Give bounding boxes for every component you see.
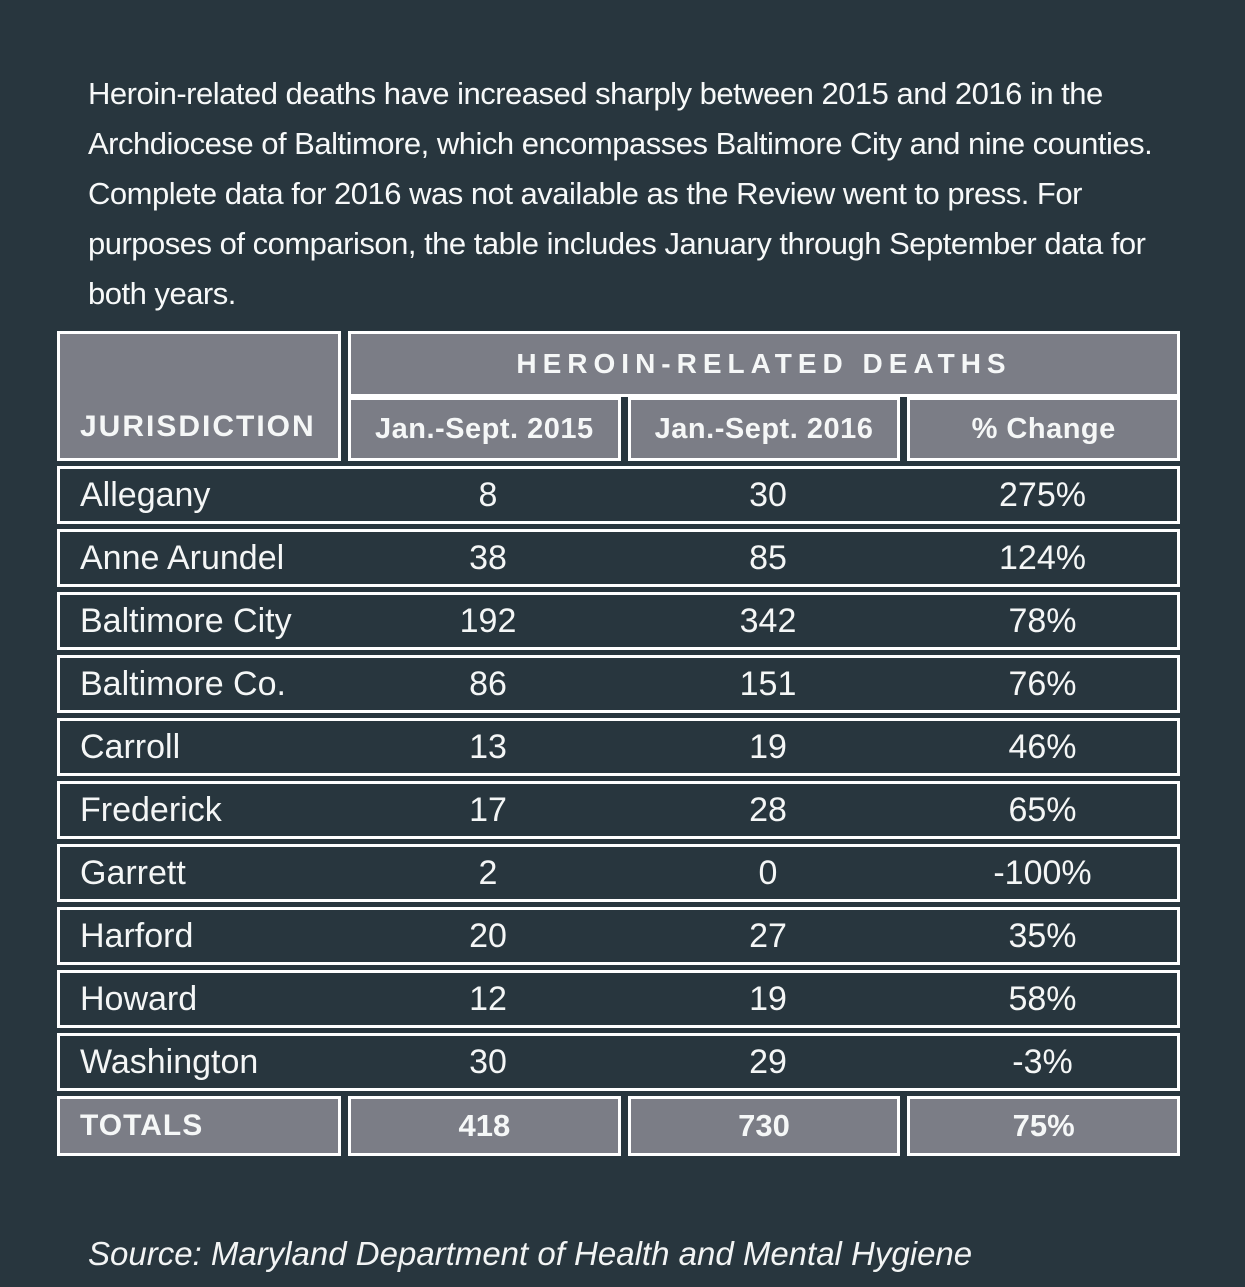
deaths-2016-value: 29 [749, 1042, 787, 1081]
deaths-2016-value: 19 [749, 727, 787, 766]
table-row [57, 970, 1180, 1028]
percent-change-value: 46% [1008, 727, 1077, 766]
percent-change-value: 76% [1008, 664, 1077, 703]
percent-change-value: 65% [1008, 790, 1077, 829]
totals-2016-value: 730 [628, 1096, 901, 1156]
column-header-percent-change: % Change [907, 397, 1180, 461]
deaths-2016-value: 151 [739, 664, 797, 703]
percent-change-value: 124% [999, 538, 1086, 577]
totals-row [57, 1096, 1180, 1156]
deaths-2015-value: 20 [469, 916, 507, 955]
jurisdiction-name: Harford [80, 916, 194, 955]
table-header [57, 331, 1180, 461]
deaths-2016-value: 27 [749, 916, 787, 955]
group-header: HEROIN-RELATED DEATHS [348, 331, 1180, 397]
table-row [57, 718, 1180, 776]
deaths-header-group [348, 331, 1180, 461]
column-header-2015: Jan.-Sept. 2015 [348, 397, 621, 461]
table-row [57, 1033, 1180, 1091]
column-header-2016: Jan.-Sept. 2016 [628, 397, 901, 461]
jurisdiction-name: Baltimore City [80, 601, 292, 640]
subheader-row [348, 397, 1180, 461]
deaths-2015-value: 8 [478, 475, 498, 514]
table-row [57, 907, 1180, 965]
jurisdiction-name: Frederick [80, 790, 222, 829]
totals-percent-change-value: 75% [907, 1096, 1180, 1156]
jurisdiction-name: Washington [80, 1042, 259, 1081]
deaths-2015-value: 2 [478, 853, 498, 892]
jurisdiction-name: Carroll [80, 727, 181, 766]
table-row [57, 592, 1180, 650]
deaths-2016-value: 85 [749, 538, 787, 577]
percent-change-value: -100% [993, 853, 1092, 892]
deaths-2016-value: 342 [739, 601, 797, 640]
percent-change-value: -3% [1012, 1042, 1073, 1081]
table-row [57, 781, 1180, 839]
deaths-2015-value: 13 [469, 727, 507, 766]
jurisdiction-name: Allegany [80, 475, 211, 514]
jurisdiction-column-header: JURISDICTION [57, 331, 341, 461]
totals-label: TOTALS [57, 1096, 341, 1156]
deaths-2015-value: 30 [469, 1042, 507, 1081]
table-row [57, 844, 1180, 902]
jurisdiction-name: Garrett [80, 853, 186, 892]
deaths-table [57, 331, 1180, 1156]
deaths-2015-value: 12 [469, 979, 507, 1018]
deaths-2016-value: 28 [749, 790, 787, 829]
deaths-2016-value: 30 [749, 475, 787, 514]
intro-paragraph: Heroin-related deaths have increased sharply between 2015 and 2016 in the Archdiocese of Baltimore, which encompasses Baltimore City and nine counties. Complete data for 2016 was not available as the Review went to press. For purposes of comparison, the table includes January through September data for both years. [88, 76, 1153, 311]
percent-change-value: 35% [1008, 916, 1077, 955]
jurisdiction-name: Baltimore Co. [80, 664, 286, 703]
jurisdiction-name: Howard [80, 979, 198, 1018]
table-row [57, 655, 1180, 713]
totals-2015-value: 418 [348, 1096, 621, 1156]
percent-change-value: 58% [1008, 979, 1077, 1018]
source-credit: Source: Maryland Department of Health and Mental Hygiene [88, 1235, 973, 1272]
table-row [57, 466, 1180, 524]
percent-change-value: 78% [1008, 601, 1077, 640]
deaths-2015-value: 192 [459, 601, 517, 640]
table-row [57, 529, 1180, 587]
deaths-2016-value: 19 [749, 979, 787, 1018]
deaths-2015-value: 86 [469, 664, 507, 703]
jurisdiction-name: Anne Arundel [80, 538, 285, 577]
deaths-2015-value: 17 [469, 790, 507, 829]
deaths-2016-value: 0 [758, 853, 778, 892]
deaths-2015-value: 38 [469, 538, 507, 577]
percent-change-value: 275% [999, 475, 1086, 514]
